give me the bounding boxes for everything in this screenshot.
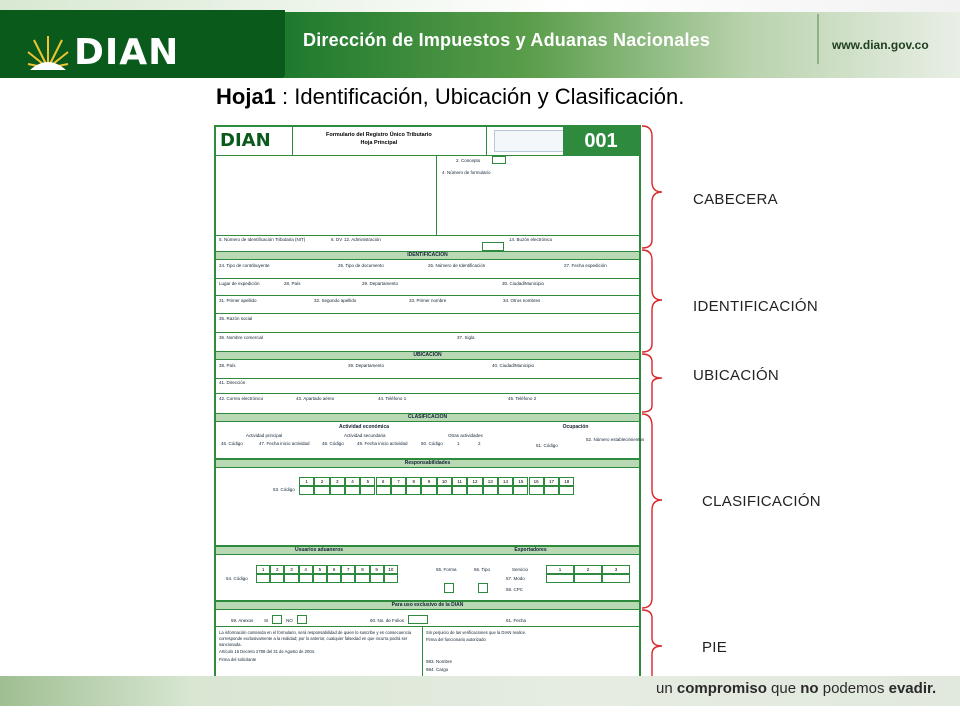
section-label-pie: PIE xyxy=(702,639,728,656)
section-label-identificacion: IDENTIFICACIÓN xyxy=(693,298,819,315)
label-forma55: 55. Forma xyxy=(436,567,457,572)
label-num-establecimientos: 52. Número establecimientos xyxy=(586,437,645,442)
form-rule xyxy=(216,313,639,314)
box-folios[interactable] xyxy=(408,615,428,624)
responsabilidad-cell-1[interactable] xyxy=(299,486,314,495)
usuario-aduanero-cell-10[interactable] xyxy=(384,574,398,583)
responsabilidad-header-3: 3 xyxy=(330,477,345,486)
usuario-aduanero-header-7: 7 xyxy=(341,565,355,574)
label-dv: 6. DV xyxy=(331,237,343,242)
label-codigo53: 53. Código xyxy=(273,487,295,492)
label-firma-solicitante: Firma del solicitante xyxy=(219,657,257,662)
band-exportadores-label: Exportadores xyxy=(514,547,547,553)
band-clasificacion-label: CLASIFICACION xyxy=(407,414,448,420)
label-act-principal: Actividad principal xyxy=(246,433,283,438)
label-apartado: 43. Apartado aéreo xyxy=(296,396,335,401)
responsabilidad-header-18: 18 xyxy=(559,477,574,486)
usuario-aduanero-header-2: 2 xyxy=(270,565,284,574)
usuario-aduanero-header-10: 10 xyxy=(384,565,398,574)
label-telefono2: 45. Teléfono 2 xyxy=(508,396,537,401)
label-no: NO xyxy=(286,618,293,623)
usuario-aduanero-header-9: 9 xyxy=(370,565,384,574)
responsabilidad-header-15: 15 xyxy=(513,477,528,486)
header-actividad: Actividad económica xyxy=(338,424,389,430)
form-rule xyxy=(216,378,639,379)
responsabilidad-cell-4[interactable] xyxy=(345,486,360,495)
slide-title-bold: Hoja1 xyxy=(216,84,276,109)
responsabilidad-cell-5[interactable] xyxy=(360,486,375,495)
usuario-aduanero-header-6: 6 xyxy=(327,565,341,574)
header-divider xyxy=(817,14,819,64)
label-fecha-expedicion: 27. Fecha expedición xyxy=(564,263,607,268)
slide-title xyxy=(216,84,684,110)
responsabilidad-header-8: 8 xyxy=(406,477,421,486)
responsabilidad-header-4: 4 xyxy=(345,477,360,486)
form-title-line1: Formulario del Registro Único Tributario xyxy=(326,132,432,138)
responsabilidad-header-5: 5 xyxy=(360,477,375,486)
usuario-aduanero-header-8: 8 xyxy=(355,565,369,574)
label-fecha49: 49. Fecha inicio actividad xyxy=(357,441,408,446)
slogan-part: podemos xyxy=(818,680,889,697)
label-concepto: 2. Concepto xyxy=(456,158,481,163)
slogan-bold: no xyxy=(800,680,819,697)
form-title-line2: Hoja Principal xyxy=(360,140,398,146)
header-ocupacion: Ocupación xyxy=(562,424,589,430)
usuario-aduanero-cell-3[interactable] xyxy=(284,574,298,583)
responsabilidad-cell-8[interactable] xyxy=(406,486,421,495)
label-nombre: 983. Nombre xyxy=(426,659,453,664)
form-logo: DIAN xyxy=(220,130,271,151)
responsabilidad-cell-6[interactable] xyxy=(376,486,391,495)
legal-text: La información contenida en el formulario, será responsabilidad de quien lo suscribe y en consecuencia corresponde exclusivamente a la realidad; por lo anterior, cualquier falsedad en que incurra podrá ser sancionada. xyxy=(219,630,412,647)
label-u-pais: 38. País xyxy=(219,363,236,368)
exportador-cell-1[interactable] xyxy=(546,574,574,583)
slogan-bold: evadir. xyxy=(888,680,937,697)
website-url: www.dian.gov.co xyxy=(832,38,929,52)
label-codigo51: 51. Código xyxy=(536,443,558,448)
form-rule xyxy=(216,295,639,296)
label-telefono1: 44. Teléfono 1 xyxy=(378,396,407,401)
box-administracion[interactable] xyxy=(482,242,504,251)
logo-text: DIAN xyxy=(74,32,180,73)
usuario-aduanero-cell-8[interactable] xyxy=(355,574,369,583)
responsabilidad-cell-18[interactable] xyxy=(559,486,574,495)
label-primer-apellido: 31. Primer apellido xyxy=(219,298,257,303)
label-codigo48: 48. Código xyxy=(322,441,344,446)
label-otras-1: 1 xyxy=(457,441,460,446)
label-primer-nombre: 33. Primer nombre xyxy=(409,298,447,303)
box-anexos-si[interactable] xyxy=(272,615,282,624)
responsabilidad-cell-16[interactable] xyxy=(529,486,544,495)
responsabilidad-header-10: 10 xyxy=(437,477,452,486)
form-rule xyxy=(216,235,639,236)
band-usuarios-label: Usuarios aduaneros xyxy=(294,547,344,553)
label-segundo-apellido: 32. Segundo apellido xyxy=(314,298,357,303)
form-divider xyxy=(292,127,293,155)
usuario-aduanero-cell-5[interactable] xyxy=(313,574,327,583)
label-cpc58: 58. CPC xyxy=(506,587,524,592)
usuario-aduanero-header-5: 5 xyxy=(313,565,327,574)
box-concepto[interactable] xyxy=(492,156,506,164)
label-codigo50: 50. Código xyxy=(421,441,443,446)
responsabilidad-cell-9[interactable] xyxy=(421,486,436,495)
responsabilidad-cell-3[interactable] xyxy=(330,486,345,495)
bracket-ubicacion xyxy=(642,354,662,412)
label-ciudad: 30. Ciudad/Municipio xyxy=(502,281,545,286)
label-sigla: 37. Sigla xyxy=(457,335,475,340)
responsabilidad-header-9: 9 xyxy=(421,477,436,486)
bracket-clasificacion xyxy=(642,414,662,608)
band-dian-label: Para uso exclusivo de la DIAN xyxy=(391,602,464,608)
label-u-ciudad: 40. Ciudad/Municipio xyxy=(492,363,535,368)
label-cargo: 984. Cargo xyxy=(426,667,449,672)
label-firma-funcionario: Firma del funcionario autorizado xyxy=(426,637,486,642)
form-title xyxy=(326,131,432,147)
slogan-part: un xyxy=(656,680,677,697)
label-num-formulario: 4. Número de formulario xyxy=(442,170,491,175)
section-label-clasificacion: CLASIFICACIÓN xyxy=(702,493,821,510)
label-codigo54: 54. Código xyxy=(226,576,248,581)
label-pais: 28. País xyxy=(284,281,301,286)
label-servicio: Servicio xyxy=(512,567,529,572)
bracket-identificacion xyxy=(642,250,662,352)
band-responsabilidades-label: Responsabilidades xyxy=(404,460,451,466)
form-rule xyxy=(216,626,639,627)
slogan-bold: compromiso xyxy=(676,680,767,697)
bracket-cabecera xyxy=(642,126,662,248)
exportador-cell-3[interactable] xyxy=(602,574,630,583)
responsabilidad-header-1: 1 xyxy=(299,477,314,486)
label-num-identificacion: 26. Número de Identificación xyxy=(428,263,486,268)
slogan xyxy=(656,680,936,697)
usuario-aduanero-header-3: 3 xyxy=(284,565,298,574)
label-nit: 5. Número de Identificación Tributaria (NIT) xyxy=(219,237,306,242)
label-modo57: 57. Modo xyxy=(506,576,525,581)
section-label-ubicacion: UBICACIÓN xyxy=(693,367,780,384)
box-forma55[interactable] xyxy=(444,583,454,593)
responsabilidad-header-17: 17 xyxy=(544,477,559,486)
legal-article: Artículo 15 Decreto 2788 del 31 de Agosto de 2004. xyxy=(219,649,316,654)
label-otras-act: Otras actividades xyxy=(448,433,483,438)
label-si: SI xyxy=(264,618,269,623)
usuario-aduanero-cell-1[interactable] xyxy=(256,574,270,583)
form-rule xyxy=(216,393,639,394)
exportador-cell-2[interactable] xyxy=(574,574,602,583)
responsabilidad-cell-2[interactable] xyxy=(314,486,329,495)
usuario-aduanero-cell-9[interactable] xyxy=(370,574,384,583)
exportador-header-2: 2 xyxy=(574,565,602,574)
responsabilidad-cell-12[interactable] xyxy=(467,486,482,495)
dian-logo xyxy=(0,10,285,78)
label-fecha61: 61. Fecha xyxy=(506,618,527,623)
label-tipo56: 56. Tipo xyxy=(474,567,491,572)
form-rule xyxy=(216,332,639,333)
label-fecha47: 47. Fecha inicio actividad xyxy=(259,441,310,446)
responsabilidad-header-2: 2 xyxy=(314,477,329,486)
label-otros-nombres: 34. Otros nombres xyxy=(503,298,541,303)
responsabilidad-cell-11[interactable] xyxy=(452,486,467,495)
form-rule xyxy=(216,278,639,279)
label-codigo46: 46. Código xyxy=(221,441,243,446)
slide-title-rest: : Identificación, Ubicación y Clasificación. xyxy=(275,84,685,109)
label-nombre-comercial: 36. Nombre comercial xyxy=(219,335,264,340)
label-u-departamento: 39. Departamento xyxy=(348,363,385,368)
responsabilidad-cell-7[interactable] xyxy=(391,486,406,495)
verification-text: Sin perjuicio de las verificaciones que la DIAN realice. xyxy=(426,630,527,635)
label-anexos: 59. Anexos xyxy=(231,618,254,623)
label-folios: 60. No. de Folios xyxy=(370,618,405,623)
usuario-aduanero-header-1: 1 xyxy=(256,565,270,574)
box-anexos-no[interactable] xyxy=(297,615,307,624)
label-departamento: 29. Departamento xyxy=(362,281,399,286)
box-tipo56[interactable] xyxy=(478,583,488,593)
form-number: 001 xyxy=(563,127,639,155)
responsabilidad-header-14: 14 xyxy=(498,477,513,486)
responsabilidad-cell-13[interactable] xyxy=(483,486,498,495)
sun-logo-icon xyxy=(26,30,70,74)
responsabilidad-header-7: 7 xyxy=(391,477,406,486)
label-act-secundaria: Actividad secundaria xyxy=(344,433,386,438)
band-ubicacion-label: UBICACION xyxy=(413,352,442,358)
section-label-cabecera: CABECERA xyxy=(693,191,778,208)
section-brackets xyxy=(640,120,670,700)
label-tipo-contribuyente: 24. Tipo de contribuyente xyxy=(219,263,270,268)
exportador-header-1: 1 xyxy=(546,565,574,574)
responsabilidad-header-6: 6 xyxy=(376,477,391,486)
usuario-aduanero-cell-4[interactable] xyxy=(299,574,313,583)
label-administracion: 12. Administración xyxy=(344,237,381,242)
exportador-header-3: 3 xyxy=(602,565,630,574)
responsabilidad-header-16: 16 xyxy=(529,477,544,486)
label-buzon: 14. Buzón electrónico xyxy=(509,237,553,242)
label-otras-2: 2 xyxy=(478,441,481,446)
usuario-aduanero-header-4: 4 xyxy=(299,565,313,574)
rut-form xyxy=(214,125,645,690)
slogan-part: que xyxy=(766,680,801,697)
responsabilidad-cell-14[interactable] xyxy=(498,486,513,495)
muisca-logo xyxy=(494,130,564,152)
responsabilidad-cell-17[interactable] xyxy=(544,486,559,495)
band-identificacion-label: IDENTIFICACION xyxy=(407,252,448,258)
label-razon-social: 35. Razón social xyxy=(219,316,253,321)
responsabilidad-cell-15[interactable] xyxy=(513,486,528,495)
label-lugar-expedicion: Lugar de expedición xyxy=(219,281,260,286)
usuario-aduanero-cell-2[interactable] xyxy=(270,574,284,583)
responsabilidad-header-13: 13 xyxy=(483,477,498,486)
agency-name: Dirección de Impuestos y Aduanas Nacionales xyxy=(303,30,711,50)
form-divider xyxy=(486,127,487,155)
responsabilidad-header-12: 12 xyxy=(467,477,482,486)
label-direccion: 41. Dirección xyxy=(219,380,246,385)
form-rule xyxy=(436,155,437,235)
responsabilidad-cell-10[interactable] xyxy=(437,486,452,495)
label-correo: 42. Correo electrónico xyxy=(219,396,264,401)
responsabilidad-header-11: 11 xyxy=(452,477,467,486)
label-tipo-documento: 25. Tipo de documento xyxy=(338,263,384,268)
form-rule xyxy=(216,155,639,156)
usuario-aduanero-cell-6[interactable] xyxy=(327,574,341,583)
usuario-aduanero-cell-7[interactable] xyxy=(341,574,355,583)
